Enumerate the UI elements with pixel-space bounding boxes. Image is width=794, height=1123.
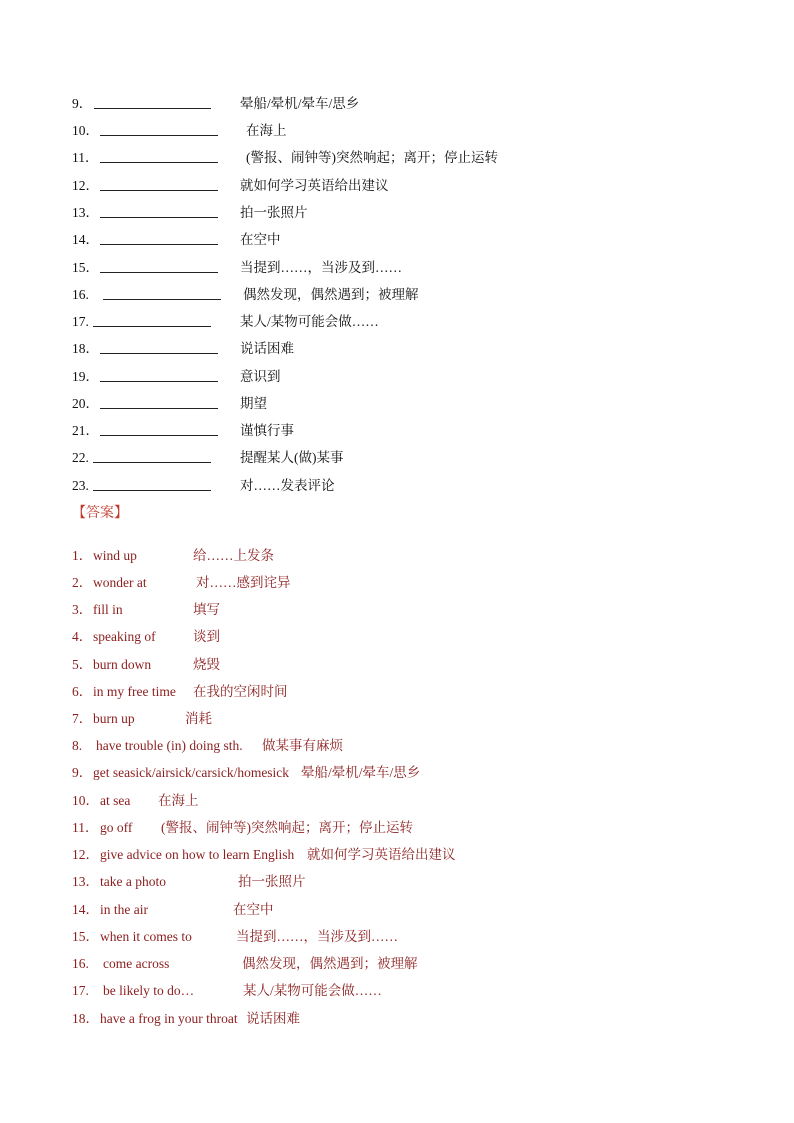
answer-meaning: 烧毁 [193,657,220,672]
answer-row [0,845,794,865]
question-row [0,176,794,196]
answer-meaning: 在我的空闲时间 [193,684,288,699]
answer-phrase: be likely to do… [103,983,195,998]
answer-phrase: go off [100,820,133,835]
answer-phrase: get seasick/airsick/carsick/homesick [93,765,290,780]
question-number: 20． [72,396,99,411]
question-row [0,448,794,468]
question-number: 22. [72,450,89,465]
answer-number: 4． [72,629,93,644]
answer-blank[interactable] [100,353,218,354]
answer-number: 14． [72,902,99,917]
answer-phrase: give advice on how to learn English [100,847,295,862]
answer-meaning: 偶然发现，偶然遇到；被理解 [242,956,418,971]
answer-blank[interactable] [93,462,211,463]
question-number: 23. [72,478,89,493]
answer-meaning: 拍一张照片 [238,874,306,889]
answer-meaning: (警报、闹钟等)突然响起；离开；停止运转 [161,820,413,835]
question-row [0,339,794,359]
answer-row [0,546,794,566]
answer-meaning: 给……上发条 [193,548,274,563]
answer-phrase: in my free time [93,684,176,699]
question-row [0,148,794,168]
answer-meaning: 填写 [193,602,220,617]
answer-row [0,981,794,1001]
question-row [0,476,794,496]
answer-number: 12． [72,847,99,862]
answer-meaning: 就如何学习英语给出建议 [307,847,456,862]
question-number: 17. [72,314,89,329]
question-row [0,230,794,250]
answer-row [0,1009,794,1029]
question-meaning: 晕船/晕机/晕车/思乡 [240,96,360,111]
answer-meaning: 消耗 [185,711,212,726]
answer-row [0,709,794,729]
question-row [0,285,794,305]
answer-blank[interactable] [100,381,218,382]
question-meaning: 当提到……，当涉及到…… [240,260,402,275]
answer-number: 7． [72,711,93,726]
answer-number: 2． [72,575,93,590]
question-meaning: 期望 [240,396,267,411]
question-meaning: 拍一张照片 [240,205,308,220]
answer-number: 18． [72,1011,99,1026]
answer-phrase: come across [103,956,170,971]
answer-blank[interactable] [93,326,211,327]
question-number: 15． [72,260,99,275]
question-meaning: 谨慎行事 [240,423,294,438]
answer-phrase: when it comes to [100,929,192,944]
question-meaning: 在海上 [246,123,287,138]
question-number: 10． [72,123,99,138]
question-number: 14． [72,232,99,247]
answer-row [0,954,794,974]
answer-blank[interactable] [100,272,218,273]
answer-blank[interactable] [100,244,218,245]
answer-row [0,573,794,593]
question-number: 9． [72,96,93,111]
answer-row [0,791,794,811]
answer-row [0,763,794,783]
answer-row [0,736,794,756]
answer-number: 3． [72,602,93,617]
answer-number: 10． [72,793,99,808]
answer-phrase: take a photo [100,874,166,889]
question-meaning: 意识到 [240,369,281,384]
answer-meaning: 晕船/晕机/晕车/思乡 [301,765,421,780]
question-meaning: 在空中 [240,232,281,247]
question-number: 12． [72,178,99,193]
answer-meaning: 在海上 [158,793,199,808]
question-meaning: (警报、闹钟等)突然响起；离开；停止运转 [246,150,498,165]
answer-row [0,872,794,892]
answer-blank[interactable] [100,135,218,136]
answer-phrase: wonder at [93,575,147,590]
answer-header: 【答案】 [72,505,128,521]
answer-phrase: have trouble (in) doing sth. [96,738,243,753]
answer-phrase: at sea [100,793,131,808]
question-row [0,421,794,441]
answer-meaning: 做某事有麻烦 [262,738,343,753]
answer-number: 13． [72,874,99,889]
answer-phrase: speaking of [93,629,156,644]
answer-blank[interactable] [103,299,221,300]
answer-number: 9． [72,765,93,780]
question-number: 18． [72,341,99,356]
answer-phrase: in the air [100,902,148,917]
answer-number: 17. [72,983,89,998]
answer-number: 11． [72,820,99,835]
question-meaning: 某人/某物可能会做…… [240,314,379,329]
answer-row [0,818,794,838]
answer-blank[interactable] [100,190,218,191]
answer-meaning: 说话困难 [246,1011,300,1026]
question-row [0,121,794,141]
answer-phrase: have a frog in your throat [100,1011,238,1026]
answer-phrase: burn down [93,657,152,672]
answer-row [0,682,794,702]
answer-row [0,627,794,647]
answer-number: 5． [72,657,93,672]
answer-meaning: 对……感到诧异 [196,575,291,590]
question-row [0,203,794,223]
answer-row [0,600,794,620]
answer-phrase: wind up [93,548,137,563]
question-row [0,258,794,278]
answer-blank[interactable] [100,162,218,163]
answer-meaning: 谈到 [193,629,220,644]
answer-number: 8. [72,738,83,753]
answer-phrase: fill in [93,602,123,617]
answer-meaning: 某人/某物可能会做…… [243,983,382,998]
answer-number: 1． [72,548,93,563]
question-meaning: 对……发表评论 [240,478,335,493]
question-meaning: 就如何学习英语给出建议 [240,178,389,193]
question-number: 21． [72,423,99,438]
answer-phrase: burn up [93,711,135,726]
question-meaning: 提醒某人(做)某事 [240,450,344,465]
answer-blank[interactable] [100,435,218,436]
question-row [0,312,794,332]
answer-number: 16. [72,956,89,971]
question-meaning: 偶然发现，偶然遇到；被理解 [243,287,419,302]
question-number: 16. [72,287,89,302]
answer-row [0,927,794,947]
answer-blank[interactable] [93,490,211,491]
question-meaning: 说话困难 [240,341,294,356]
answer-number: 15． [72,929,99,944]
answer-blank[interactable] [94,108,211,109]
answer-row [0,655,794,675]
question-row [0,94,794,114]
question-row [0,394,794,414]
question-number: 19． [72,369,99,384]
answer-row [0,900,794,920]
question-number: 11． [72,150,99,165]
answer-blank[interactable] [100,217,218,218]
answer-meaning: 在空中 [233,902,274,917]
answer-meaning: 当提到……，当涉及到…… [236,929,398,944]
question-row [0,367,794,387]
answer-blank[interactable] [100,408,218,409]
question-number: 13． [72,205,99,220]
answer-number: 6． [72,684,93,699]
